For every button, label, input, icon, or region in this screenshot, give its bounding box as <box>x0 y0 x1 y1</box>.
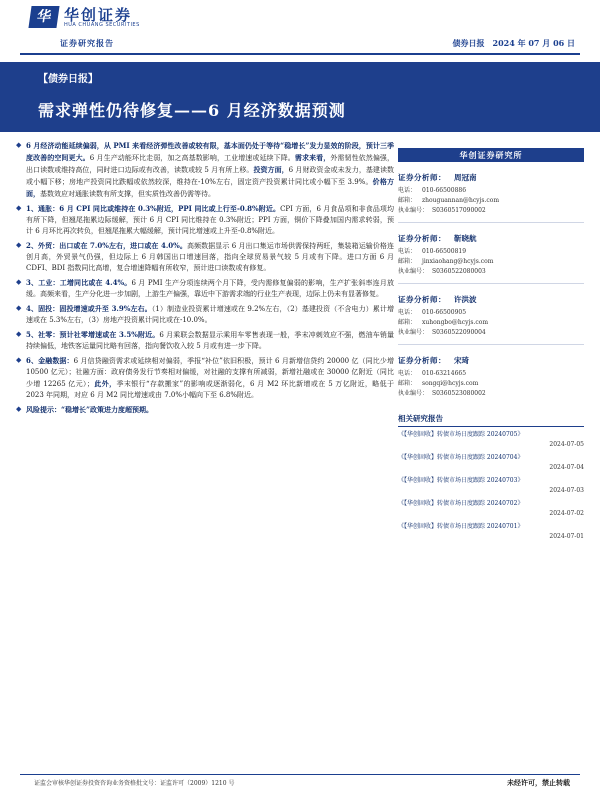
inflation-heading: 1、通胀：6 月 CPI 同比或维持在 0.3%附近，PPI 同比或上行至-0.8%附近。 <box>26 204 281 213</box>
analyst-license: S0360522090004 <box>432 329 486 336</box>
industry-bullet <box>16 277 394 300</box>
analyst-license: S0360517090002 <box>432 207 486 214</box>
summary-demand-label: 需求来看， <box>294 153 331 162</box>
industry-heading: 3、工业：工增同比或在 4.4%。 <box>26 278 132 287</box>
email-label: 邮箱： <box>398 258 417 265</box>
related-report-link[interactable] <box>398 499 584 519</box>
email-label: 邮箱： <box>398 319 417 326</box>
footer-divider <box>20 774 580 775</box>
related-report-title[interactable]: 《【华创固收】转债市场日度跟踪 20240704》 <box>398 454 524 461</box>
header-divider <box>20 53 580 55</box>
license-label: 执业编号： <box>398 207 429 214</box>
analyst-label: 证券分析师： <box>398 295 446 304</box>
related-reports-heading: 相关研究报告 <box>398 413 584 427</box>
report-tag: 【债券日报】 <box>38 74 98 85</box>
inflation-text: CPI 方面，6 月食品项和非食品项均有所下降，但翘尾拖累边际缓解，预计 6 月 CPI 同比维持在 0.3%附近；PPI 方面，铜价下降叠加国内需求转弱，预计 6 月环比再次转负，但翘尾拖累大幅缓解，预计同比增速或上升至-0.8%附近。 <box>26 205 394 235</box>
summary-bullet <box>16 140 394 200</box>
analyst-email[interactable]: xuhongbo@hcyjs.com <box>422 319 489 326</box>
retail-text: 6 月乘联会数据显示乘用车零售表现一般，季末冲刺效应不强，燃油车销量持续偏低，地铁客运量同比略有回落，指向餐饮收入较 5 月或有进一步下降。 <box>26 331 394 350</box>
page-title: 需求弹性仍待修复——6 月经济数据预测 <box>38 101 346 120</box>
related-report-link[interactable] <box>398 522 584 542</box>
related-report-date: 2024-07-03 <box>549 487 584 494</box>
finance-heading: 6、金融数据： <box>26 356 74 365</box>
related-report-title[interactable]: 《【华创固收】转债市场日度跟踪 20240705》 <box>398 431 524 438</box>
report-header <box>0 0 600 60</box>
related-report-title[interactable]: 《【华创固收】转债市场日度跟踪 20240701》 <box>398 523 524 530</box>
summary-price-text: 基数效应对通胀读数有所支撑，但实质性改善仍需等待。 <box>40 190 215 198</box>
huachuang-logo-icon: 华 <box>28 6 59 28</box>
related-report-date: 2024-07-01 <box>549 533 584 540</box>
related-report-link[interactable] <box>398 453 584 473</box>
analyst-email[interactable]: zhouguannan@hcyjs.com <box>422 197 500 204</box>
finance-bullet <box>16 355 394 401</box>
finance-mid-label: 此外， <box>93 379 117 388</box>
trade-heading: 2、外贸：出口或在 7.0%左右，进口或在 4.0%。 <box>26 241 187 250</box>
related-report-date: 2024-07-02 <box>549 510 584 517</box>
divider <box>398 222 584 223</box>
phone-label: 电话： <box>398 370 417 377</box>
copyright-notice: 未经许可，禁止转载 <box>507 778 570 787</box>
analyst-name: 许洪波 <box>454 295 477 304</box>
institute-heading: 华创证券研究所 <box>398 148 584 162</box>
analyst-card <box>398 170 584 223</box>
finance-text: 6 月信贷融资需求或延续相对偏弱，季报“补位”依旧积极，预计 6 月新增信贷约 20000 亿（同比少增 10500 亿元）；社融方面：政府债务发行节奏相对偏缓，对社融的支撑有所减弱，新增社融或在 30000 亿附近（同比少增 12265 亿元）； <box>26 357 394 388</box>
analyst-phone: 010-66500905 <box>422 309 467 316</box>
report-body <box>16 140 394 419</box>
analyst-card <box>398 353 584 399</box>
risk-warning: 风险提示：“稳增长”政策进力度超预期。 <box>26 405 154 414</box>
phone-label: 电话： <box>398 187 417 194</box>
summary-demand-text: 外需韧性依然偏强，出口读数或维持高位，同时进口边际或有改善，读数或较 5 月有所上移。 <box>26 154 395 174</box>
analyst-phone: 010-63214665 <box>422 370 467 377</box>
analyst-label: 证券分析师： <box>398 356 446 365</box>
investment-text: （1）制造业投资累计增速或在 9.2%左右，（2）基建投资（不含电力）累计增速或在 5.3%左右，（3）房地产投资累计同比或在-10.0%。 <box>26 305 395 324</box>
related-report-link[interactable] <box>398 476 584 496</box>
license-label: 执业编号： <box>398 329 429 336</box>
summary-price-label: 价格方面， <box>26 177 395 198</box>
finance-text-2: 季末银行“存款搬家”的影响或逐渐弱化，6 月 M2 环比新增或在 5 万亿附近，略低于 2023 年同期，对应 6 月 M2 同比增速或由 7.0%小幅向下至 6.8%附近。 <box>26 380 395 399</box>
divider <box>398 344 584 345</box>
analyst-email[interactable]: songqi@hcyjs.com <box>422 380 479 387</box>
related-report-link[interactable] <box>398 430 584 450</box>
risk-bullet <box>16 404 394 416</box>
sidebar <box>398 148 584 542</box>
summary-investment-text: 6 月财政资金或未发力，基建读数或小幅下移；房地产投资同比跌幅或依然较深，维持在-10%左右，固定资产投资累计同比或小幅下至 3.9%。 <box>26 166 394 186</box>
industry-text: 6 月 PMI 生产分项连续两个月下降，受内需修复偏弱的影响，生产扩张斜率连月放缓。高频来看，生产分化进一步加剧，上游生产偏强，靠近中下游需求端的行业生产表现，边际上仍未有显著修复。 <box>26 279 394 298</box>
license-label: 执业编号： <box>398 268 429 275</box>
company-name: 华创证券 <box>64 6 133 24</box>
inflation-bullet <box>16 203 394 237</box>
divider <box>398 283 584 284</box>
related-report-date: 2024-07-04 <box>549 464 584 471</box>
summary-investment-label: 投资方面， <box>253 165 289 174</box>
summary-lead: 6 月经济动能延续偏弱，从 PMI 来看经济弹性改善或较有限，基本面仍处于等待“稳增长”发力显效的阶段，预计三季度改善的空间更大。 <box>26 141 394 162</box>
analyst-license: S0360522080003 <box>432 268 486 275</box>
related-report-date: 2024-07-05 <box>549 441 584 448</box>
related-report-title[interactable]: 《【华创固收】转债市场日度跟踪 20240702》 <box>398 500 524 507</box>
license-label: 执业编号： <box>398 390 429 397</box>
report-date: 债券日报 2024 年 07 月 06 日 <box>452 38 575 48</box>
analyst-label: 证券分析师： <box>398 234 446 243</box>
analyst-phone: 010-66500819 <box>422 248 467 255</box>
analyst-name: 周冠南 <box>454 173 477 182</box>
investment-bullet <box>16 303 394 326</box>
analyst-card <box>398 231 584 284</box>
analyst-card <box>398 292 584 345</box>
analyst-phone: 010-66500886 <box>422 187 467 194</box>
email-label: 邮箱： <box>398 380 417 387</box>
trade-bullet <box>16 240 394 274</box>
analyst-name: 靳晓航 <box>454 234 477 243</box>
phone-label: 电话： <box>398 309 417 316</box>
phone-label: 电话： <box>398 248 417 255</box>
related-report-title[interactable]: 《【华创固收】转债市场日度跟踪 20240703》 <box>398 477 524 484</box>
license-notice: 证监会审核华创证券投资咨询业务资格批文号：证监许可（2009）1210 号 <box>34 780 235 787</box>
company-name-en: HUA CHUANG SECURITIES <box>64 22 140 28</box>
retail-heading: 5、社零：预计社零增速或在 3.5%附近。 <box>26 330 160 339</box>
analyst-license: S0360523080002 <box>432 390 486 397</box>
analyst-email[interactable]: jinxiaohang@hcyjs.com <box>422 258 494 265</box>
analyst-name: 宋琦 <box>454 356 469 365</box>
retail-bullet <box>16 329 394 352</box>
summary-text: 6 月生产动能环比走弱，加之高基数影响，工业增速或延续下降。 <box>89 154 295 162</box>
trade-text: 高频数据显示 6 月出口集运市场供需保持两旺，集装箱运输价格连创月高，外贸景气仍强，但边际上 6 月韩国出口增速回落，指向全球贸易景气较 5 月或有下降。进口方面 6 月 CDFI、BDI 指数同比高增，复合增速降幅有所收窄，预计进口读数或有修复。 <box>26 242 394 272</box>
investment-heading: 4、固投：固投增速或升至 3.9%左右。 <box>26 304 152 313</box>
email-label: 邮箱： <box>398 197 417 204</box>
analyst-label: 证券分析师： <box>398 173 446 182</box>
report-type: 证券研究报告 <box>60 38 114 48</box>
